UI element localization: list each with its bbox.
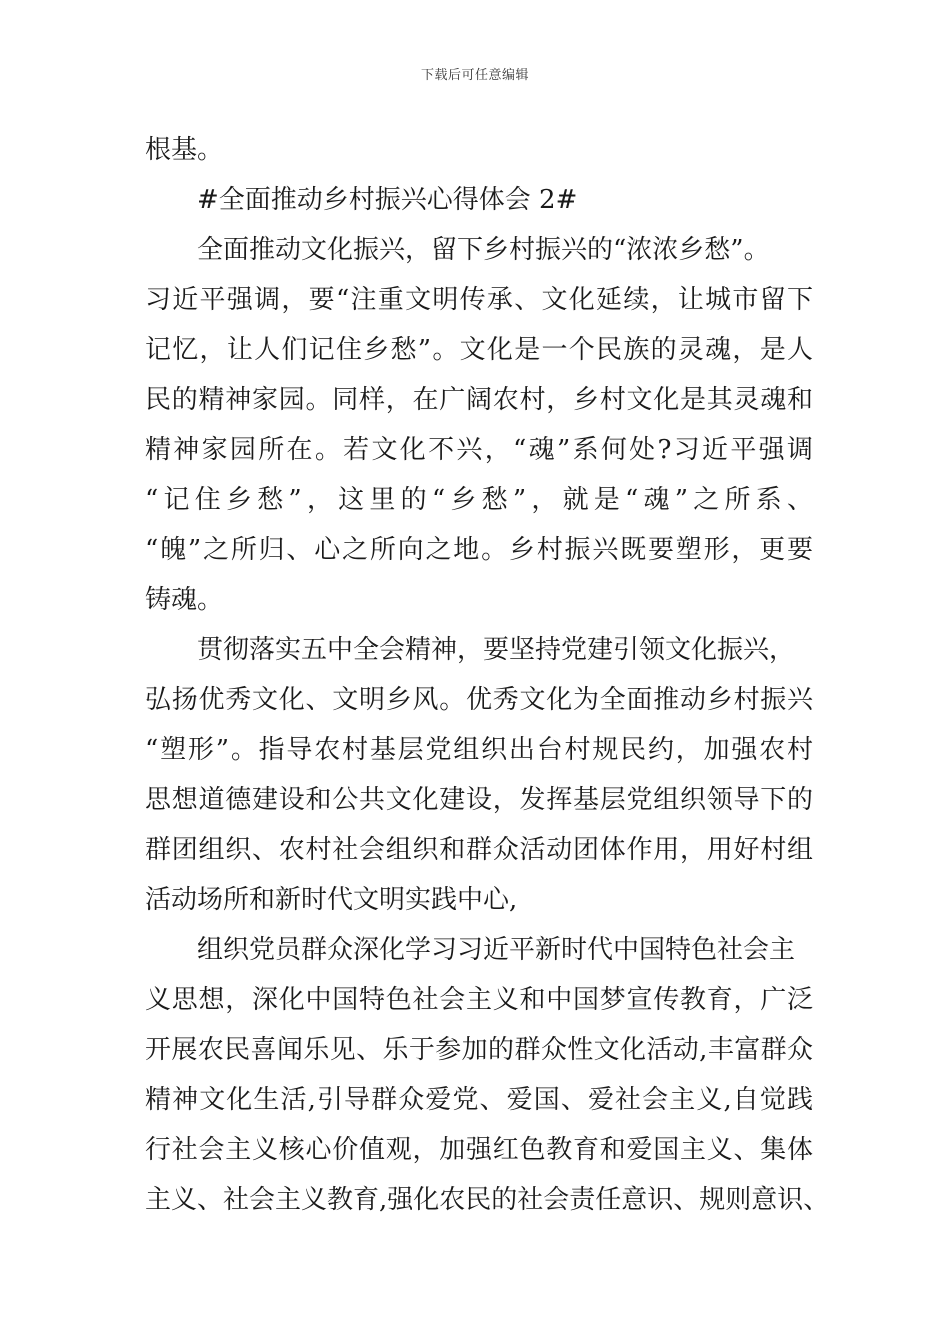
text-line: 活动场所和新时代文明实践中心, — [145, 885, 518, 915]
text-line: 弘扬优秀文化、文明乡风。优秀文化为全面推动乡村振兴 — [145, 685, 813, 715]
text-line: 开展农民喜闻乐见、乐于参加的群众性文化活动,丰富群众 — [145, 1035, 813, 1065]
section-heading: #全面推动乡村振兴心得体会 2# — [197, 185, 578, 215]
text-line: 根基。 — [145, 135, 224, 165]
paragraph-first-line: 贯彻落实五中全会精神，要坚持党建引领文化振兴， — [197, 635, 796, 665]
text-line: 铸魂。 — [145, 585, 224, 615]
document-body — [145, 125, 830, 1225]
text-line: 行社会主义核心价值观，加强红色教育和爱国主义、集体 — [145, 1135, 813, 1165]
text-line: 义思想，深化中国特色社会主义和中国梦宣传教育，广泛 — [145, 985, 813, 1015]
page-header: 下载后可任意编辑 — [420, 68, 529, 83]
text-line: “塑形”。指导农村基层党组织出台村规民约，加强农村 — [145, 735, 813, 765]
paragraph-first-line: 全面推动文化振兴，留下乡村振兴的“浓浓乡愁”。 — [197, 235, 770, 265]
text-line: 主义、社会主义教育,强化农民的社会责任意识、规则意识、 — [145, 1185, 830, 1215]
text-line: 习近平强调，要“注重文明传承、文化延续，让城市留下 — [145, 285, 813, 315]
text-line: 思想道德建设和公共文化建设，发挥基层党组织领导下的 — [145, 785, 813, 815]
text-line: “记住乡愁”，这里的“乡愁”，就是“魂”之所系、 — [145, 485, 813, 515]
text-line: 记忆，让人们记住乡愁”。文化是一个民族的灵魂，是人 — [145, 335, 813, 365]
text-line: 精神家园所在。若文化不兴，“魂”系何处?习近平强调 — [145, 435, 813, 465]
paragraph-first-line: 组织党员群众深化学习习近平新时代中国特色社会主 — [197, 935, 796, 965]
text-line: 群团组织、农村社会组织和群众活动团体作用，用好村组 — [145, 835, 813, 865]
text-line: 民的精神家园。同样，在广阔农村，乡村文化是其灵魂和 — [145, 385, 813, 415]
text-line: “魄”之所归、心之所向之地。乡村振兴既要塑形，更要 — [145, 535, 813, 565]
text-line: 精神文化生活,引导群众爱党、爱国、爱社会主义,自觉践 — [145, 1085, 813, 1115]
